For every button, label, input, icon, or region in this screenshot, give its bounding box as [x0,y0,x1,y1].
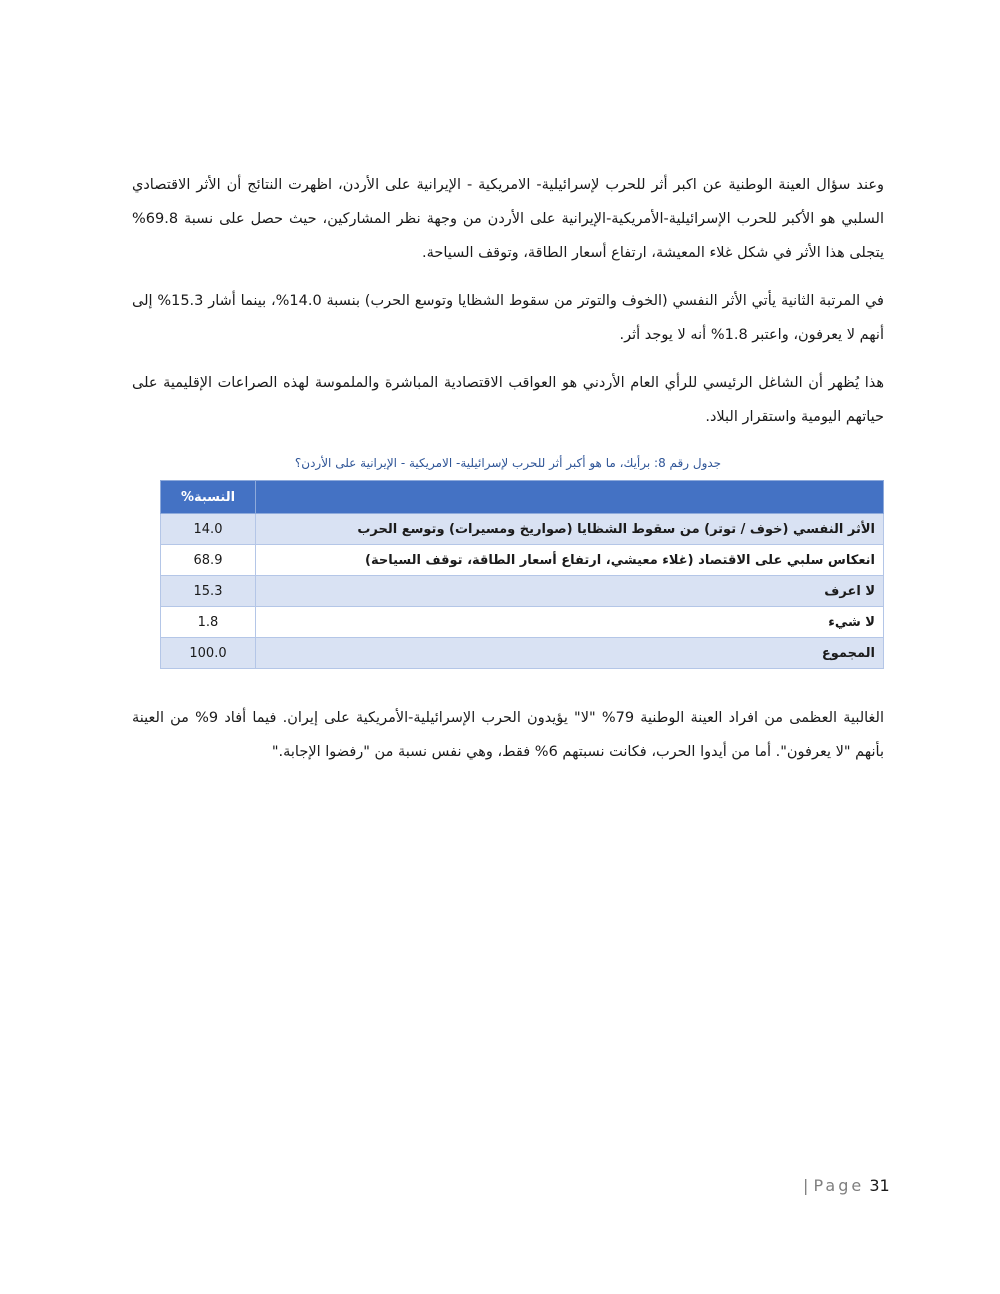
paragraph-2: في المرتبة الثانية يأتي الأثر النفسي (الخوف والتوتر من سقوط الشظايا وتوسع الحرب) بنسبة 14.0%، بينما أشار 15.3% إلى أنهم لا يعرفون، واعتبر 1.8% أنه لا يوجد أثر. [132,293,884,343]
paragraph-after-table: الغالبية العظمى من افراد العينة الوطنية 79% "لا" يؤيدون الحرب الإسرائيلية-الأمريكية على إيران. فيما أفاد 9% من العينة بأنهم "لا يعرفون". أما من أيدوا الحرب، فكانت نسبتهم 6% فقط، وهي نفس نسبة من "رفضوا الإجابة." [132,710,884,760]
row-value: 1.8 [161,607,256,638]
row-value: 14.0 [161,514,256,545]
header-label [256,481,884,514]
row-value: 100.0 [161,638,256,669]
row-value: 15.3 [161,576,256,607]
page-footer [803,1176,890,1195]
paragraph-3: هذا يُظهر أن الشاغل الرئيسي للرأي العام الأردني هو العواقب الاقتصادية المباشرة والملموسة لهذه الصراعات الإقليمية على حياتهم اليومية واستقرار البلاد. [132,375,884,425]
row-label: المجموع [256,638,884,669]
row-label: الأثر النفسي (خوف / توتر) من سقوط الشظايا (صواريخ ومسيرات) وتوسع الحرب [256,514,884,545]
row-value: 68.9 [161,545,256,576]
table-row [161,607,884,638]
table-caption: جدول رقم 8: برأيك، ما هو أكبر أثر للحرب لإسرائيلية- الامريكية - الإيرانية على الأردن؟ [294,456,722,470]
document-body [132,168,884,783]
footer-page-word: Page [813,1176,865,1195]
table-header-row [161,481,884,514]
header-percent: النسبة% [161,481,256,514]
paragraph-1: وعند سؤال العينة الوطنية عن اكبر أثر للحرب لإسرائيلية- الامريكية - الإيرانية على الأردن، اظهرت النتائج أن الأثر الاقتصادي السلبي هو الأكبر للحرب الإسرائيلية-الأمريكية-الإيرانية على الأردن من وجهة نظر المشاركين، حيث حصل على نسبة 69.8% يتجلى هذا الأثر في شكل غلاء المعيشة، ارتفاع أسعار الطاقة، وتوقف السياحة. [132,177,884,261]
footer-separator: | [803,1176,809,1195]
table-row-total [161,638,884,669]
table-row [161,514,884,545]
page-number: 31 [869,1176,890,1195]
row-label: لا اعرف [256,576,884,607]
row-label: انعكاس سلبي على الاقتصاد (غلاء معيشي، ارتفاع أسعار الطاقة، توقف السياحة) [256,545,884,576]
table-row [161,545,884,576]
table-row [161,576,884,607]
results-table [160,480,884,669]
row-label: لا شيء [256,607,884,638]
